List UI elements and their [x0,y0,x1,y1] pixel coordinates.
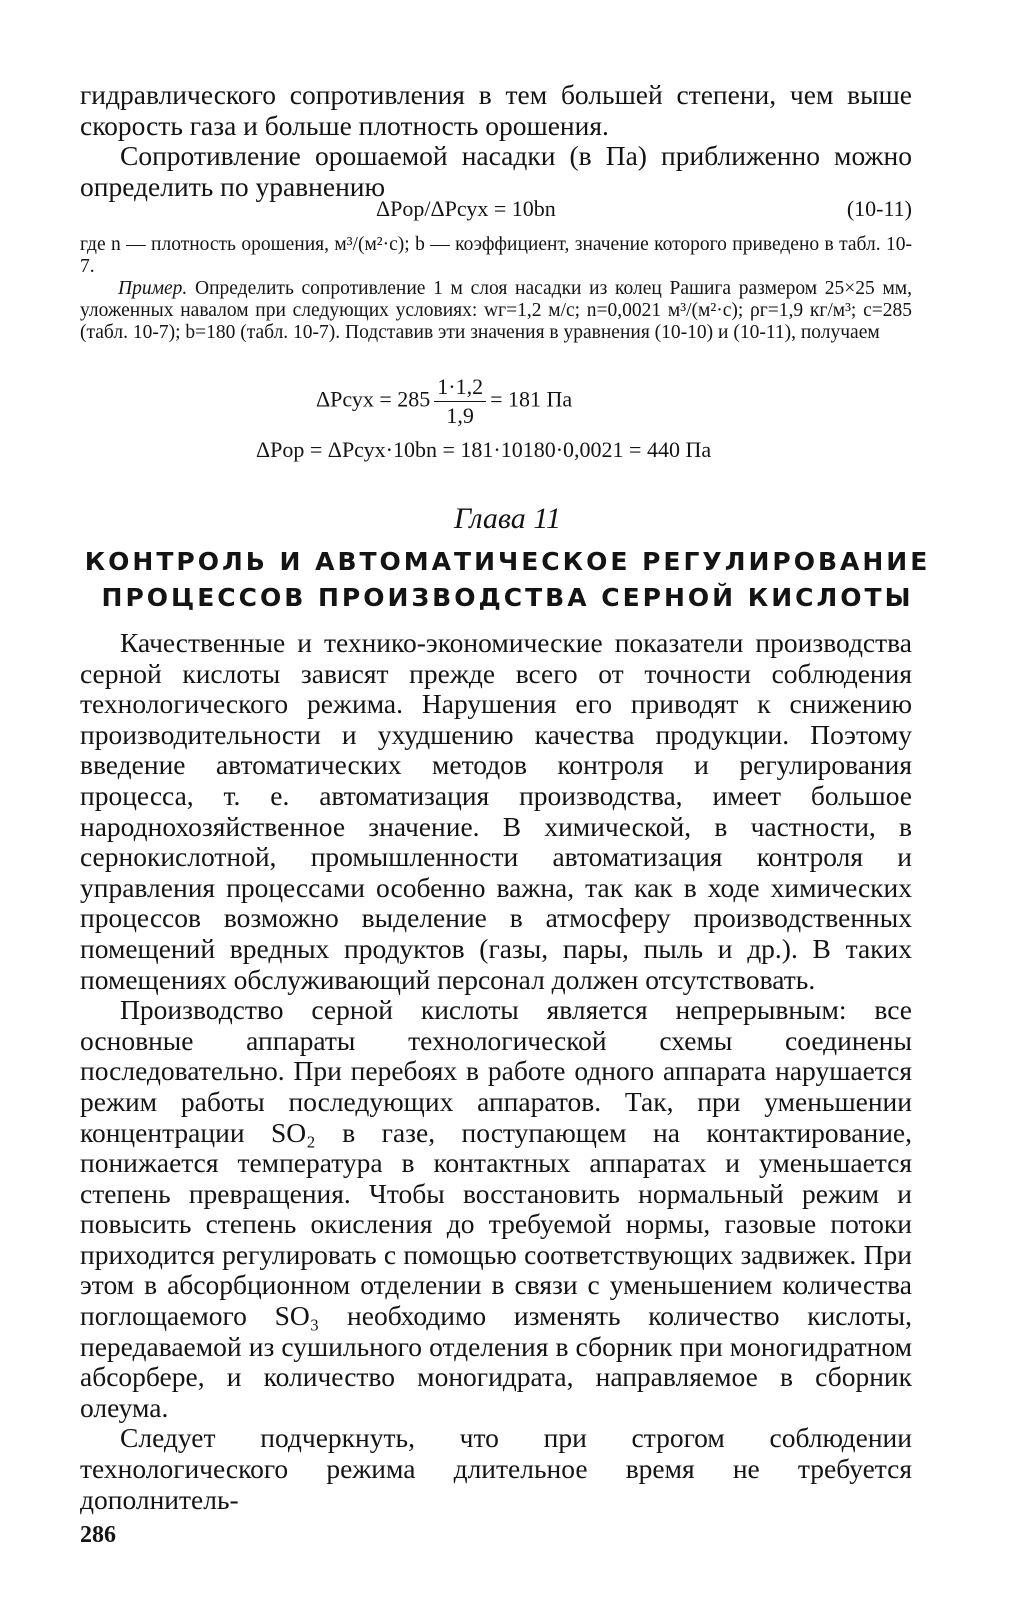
chapter-title-line-2: ПРОЦЕССОВ ПРОИЗВОДСТВА СЕРНОЙ КИСЛОТЫ [101,583,914,612]
fraction-numerator: 1·1,2 [434,374,486,402]
page-number: 286 [80,1522,116,1548]
chapter-label: Глава 11 [453,502,561,535]
where-definitions: где n — плотность орошения, м³/(м²·с); b — коэффициент, значение которого приведено в табл. 10-7. [80,234,912,277]
body-paragraph-1: Качественные и технико-экономические показатели производства серной кислоты зависят прежде всего от точности соблюдения технологического режима. Нарушения его приводят к снижению производительности и ухудшению качества продукции. Поэтому введение автоматических методов контроля и регулирования процесса, т. е. автоматизация производства, имеет большое народнохозяйственное значение. В химической, в частности, в сернокислотной, промышленности автоматизация контроля и управления процессами особенно важна, так как в ходе химических процессов возможно выделение в атмосферу производственных помещений вредных продуктов (газы, пары, пыль и др.). В таких помещениях обслуживающий персонал должен отсутствовать. [80,627,912,995]
example-label: Пример. [118,278,188,299]
chapter-title-line-1: КОНТРОЛЬ И АВТОМАТИЧЕСКОЕ РЕГУЛИРОВАНИЕ [84,547,931,576]
equation-dp-dry-formula [316,374,572,429]
equation-10-11 [80,196,912,226]
small-text-block [80,234,912,344]
body-paragraph-3: Следует подчеркнуть, что при строгом соблюдении технологического режима длительное время не требуется дополнитель- [80,1422,912,1515]
equation-dp-irrigated-formula: ΔPор = ΔPсух·10bn = 181·10180·0,0021 = 440 Па [256,437,712,462]
equation-dp-dry-rhs: = 181 Па [490,386,573,412]
body-paragraph-2: Производство серной кислоты является непрерывным: все основные аппараты технологической схемы соединены последовательно. При перебоях в работе одного аппарата нарушается режим работы последующих аппаратов. Так, при уменьшении концентрации SO₂ в газе, поступающем на контактирование, понижается температура в контактных аппаратах и уменьшается степень превращения. Чтобы восстановить нормальный режим и повысить степень окисления до требуемой нормы, газовые потоки приходится регулировать с помощью соответствующих задвижек. При этом в абсорбционном отделении в связи с уменьшением количества поглощаемого SO₃ необходимо изменять количество кислоты, передаваемой из сушильного отделения в сборник при моногидратном абсорбере, и количество моногидрата, направляемое в сборник олеума. [80,994,912,1423]
example-paragraph [80,278,912,344]
equation-dp-irrigated [80,437,912,467]
fraction-denominator: 1,9 [446,403,474,428]
fraction [434,374,486,429]
equation-dp-dry-lhs: ΔPсух = 285 [316,386,431,412]
top-paragraph-2: Сопротивление орошаемой насадки (в Па) приближенно можно определить по уравнению [80,140,912,202]
equation-number: (10-11) [846,196,912,221]
equation-dp-dry [80,374,912,430]
example-text: Определить сопротивление 1 м слоя насадки из колец Рашига размером 25×25 мм, уложенных навалом при следующих условиях: wг=1,2 м/с; n=0,0021 м³/(м²·с); ρг=1,9 кг/м³; c=285 (табл. 10-7); b=180 (табл. 10-7). Подставив эти значения в уравнения (10-10) и (10-11), получаем [80,278,912,343]
body-text [80,628,912,1515]
top-text [80,80,912,202]
top-paragraph-1: гидравлического сопротивления в тем большей степени, чем выше скорость газа и больше плотность орошения. [80,79,912,141]
equation-10-11-formula: ΔPор/ΔPсух = 10bn [376,196,556,221]
chapter-heading [0,502,1015,616]
